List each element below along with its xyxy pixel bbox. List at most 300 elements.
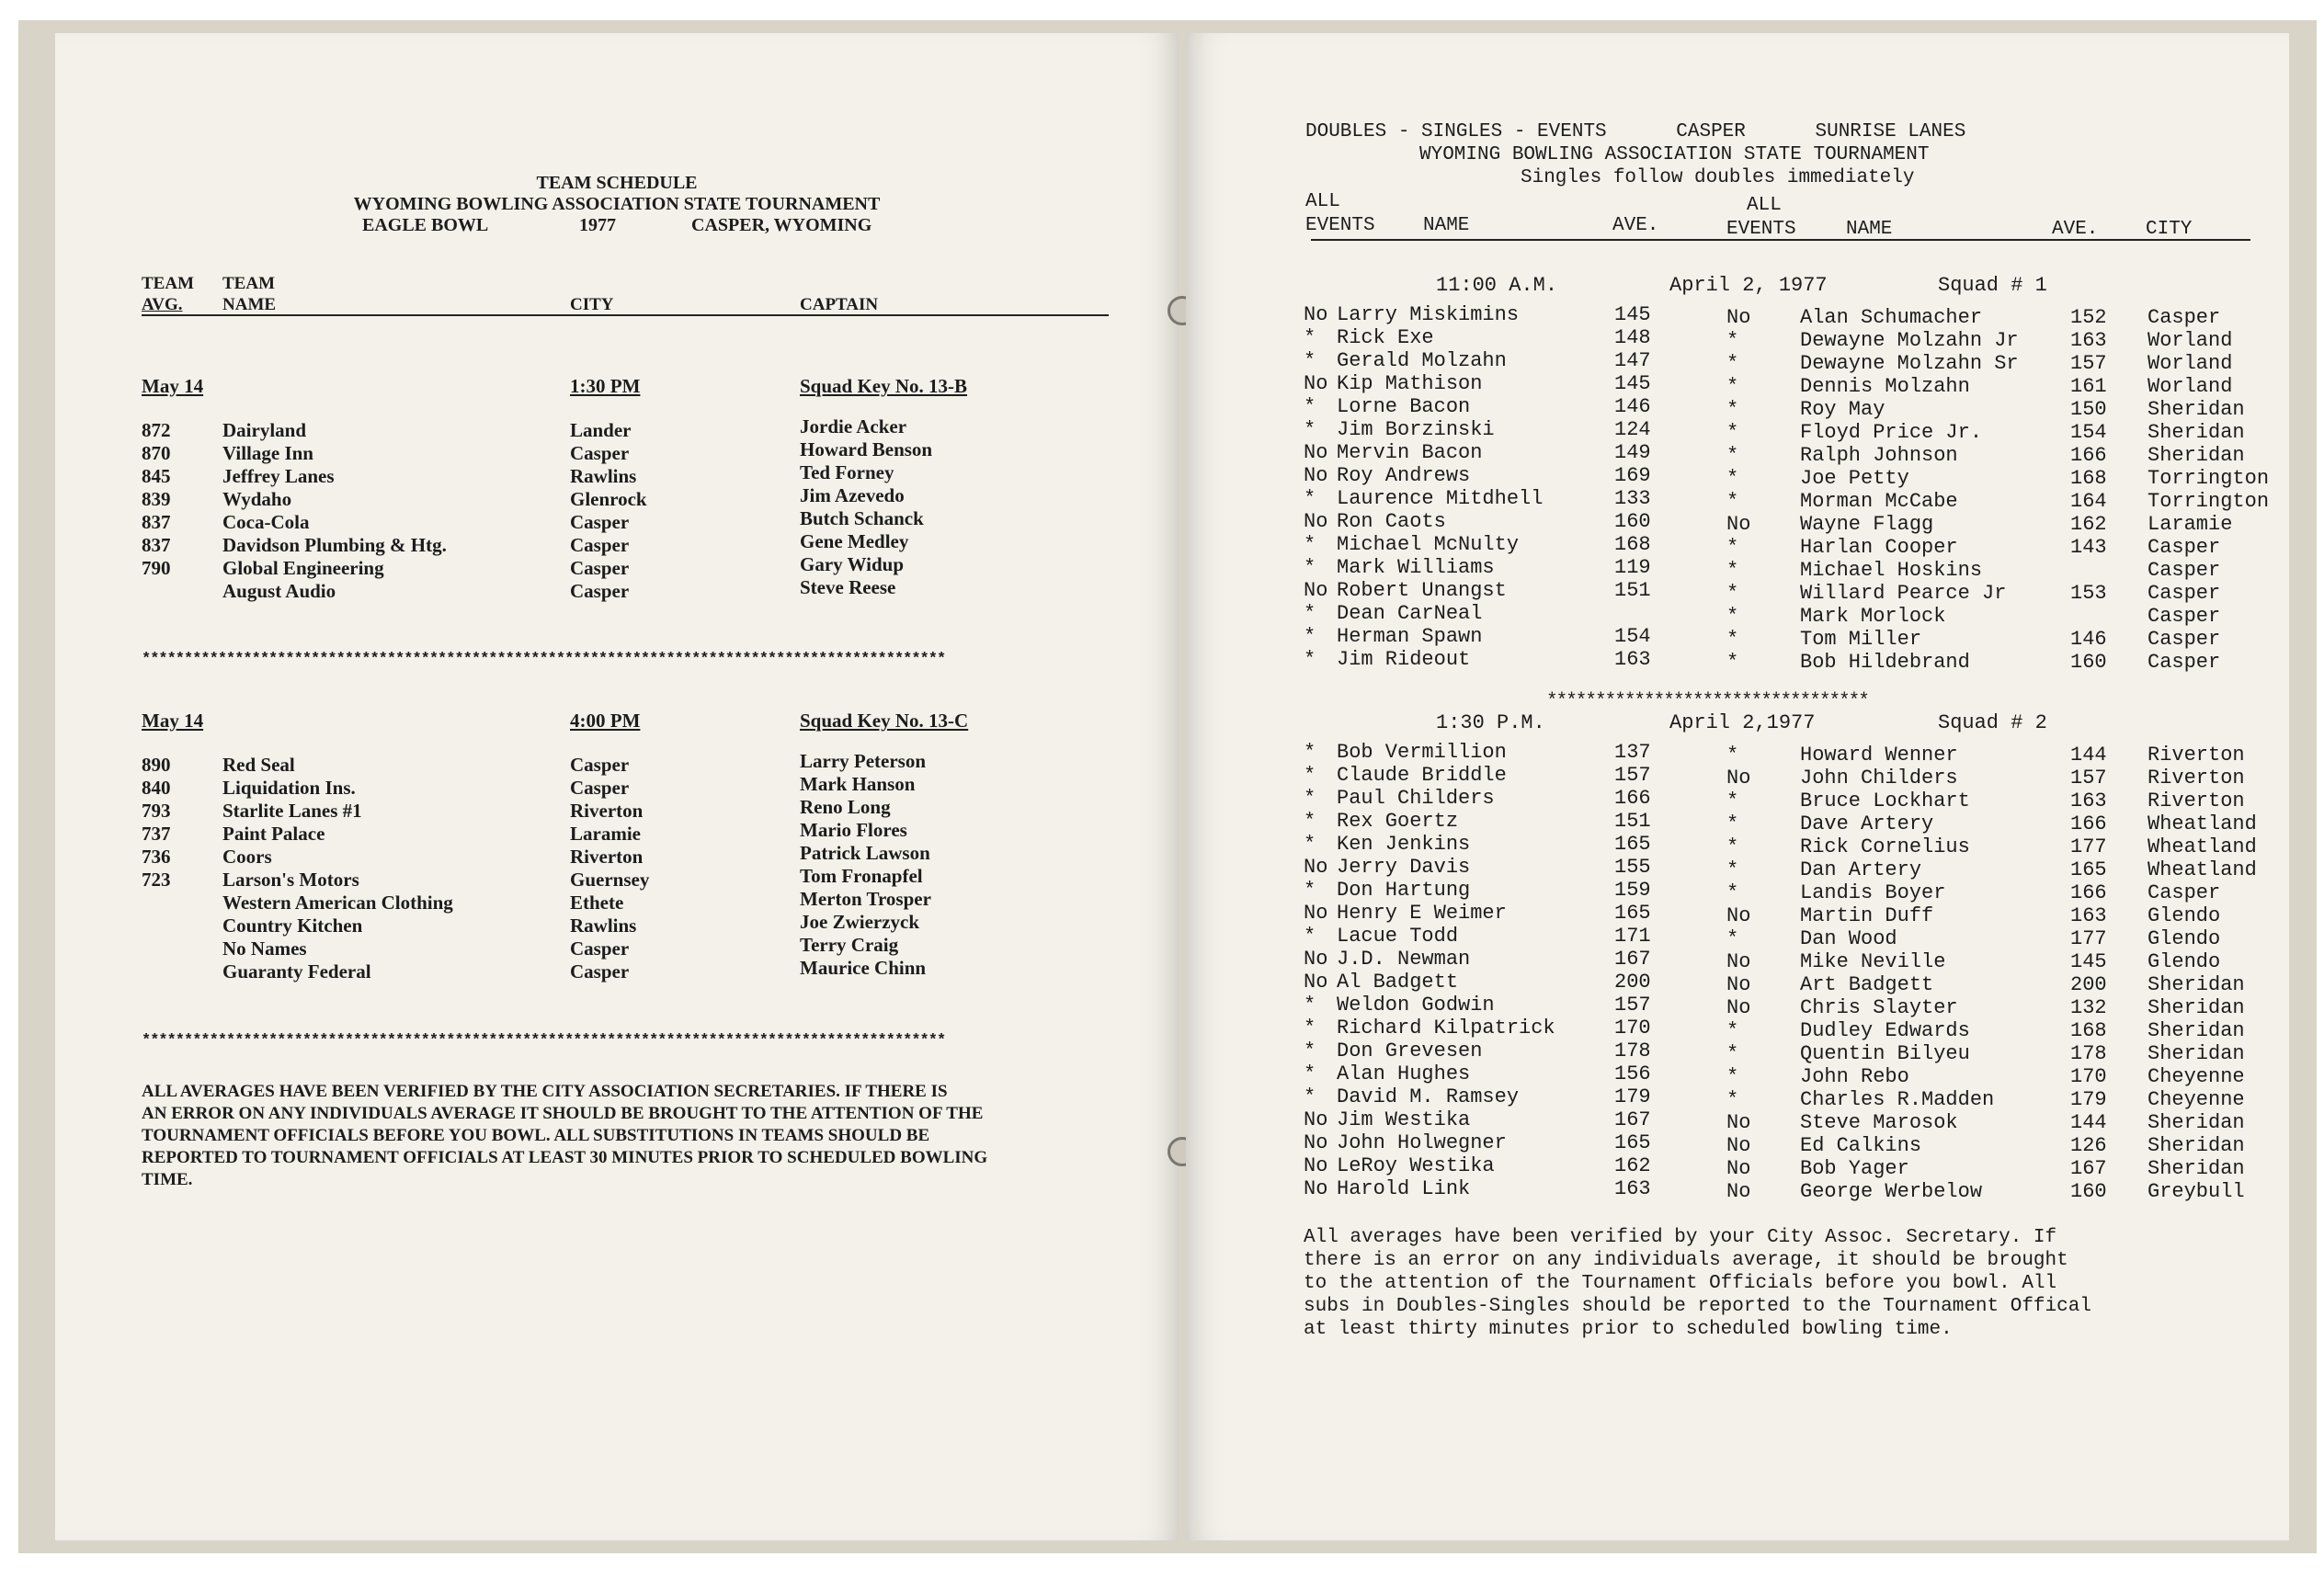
bowler-name: Don Grevesen [1337, 1039, 1483, 1062]
bowler-name-2: Quentin Bilyeu [1800, 1042, 1970, 1065]
bowler-ave: 166 [1614, 787, 1651, 810]
bowler-ave-2: 143 [2070, 536, 2107, 559]
events-flag: * [1304, 1085, 1316, 1108]
bowler-name-2: Mike Neville [1800, 950, 1946, 973]
team-name: Guaranty Federal [222, 960, 371, 983]
rnote-line-4: subs in Doubles-Singles should be reported to the Tournament Offical [1304, 1296, 2091, 1317]
sub-place: EAGLE BOWL [362, 215, 489, 235]
bowler-ave: 178 [1614, 1039, 1651, 1062]
team-name: August Audio [222, 580, 336, 602]
team-name: Village Inn [222, 442, 313, 464]
bowler-ave: 147 [1614, 349, 1651, 372]
team-captain: Terry Craig [800, 934, 899, 956]
events-flag: No [1304, 1108, 1328, 1131]
bowler-name: Larry Miskimins [1337, 303, 1520, 326]
team-city: Casper [570, 511, 630, 533]
rnote-line-1: All averages have been verified by your City Assoc. Secretary. If [1304, 1227, 2057, 1248]
events-flag: * [1304, 1062, 1316, 1085]
events-flag-2: * [1726, 835, 1739, 858]
col-ave: AVE. [1612, 215, 1659, 236]
team-name: No Names [222, 937, 307, 960]
bowler-city: Glendo [2147, 927, 2221, 950]
events-flag-2: No [1726, 513, 1751, 536]
bowler-ave: 159 [1614, 879, 1651, 902]
bowler-city: Riverton [2147, 790, 2245, 812]
bowler-city: Casper [2147, 536, 2221, 559]
team-avg: 737 [142, 823, 171, 845]
events-flag: No [1304, 1177, 1328, 1200]
bowler-ave-2: 126 [2070, 1134, 2107, 1157]
col-captain: CAPTAIN [800, 295, 879, 314]
team-name: Jeffrey Lanes [222, 465, 335, 487]
bowler-ave: 167 [1614, 948, 1651, 971]
section-squad-key: Squad Key No. 13-B [800, 375, 968, 397]
bowler-ave: 165 [1614, 902, 1651, 925]
team-avg: 840 [142, 777, 171, 799]
bowler-name-2: Howard Wenner [1800, 744, 1958, 767]
team-name: Coca-Cola [222, 511, 310, 533]
events-flag: * [1304, 418, 1316, 441]
team-captain: Ted Forney [800, 461, 894, 483]
events-flag: No [1304, 579, 1328, 602]
bowler-ave: 151 [1614, 579, 1651, 602]
bowler-ave: 179 [1614, 1085, 1651, 1108]
bowler-name: Rick Exe [1337, 326, 1434, 349]
events-flag-2: No [1726, 767, 1751, 790]
bowler-name: Bob Vermillion [1337, 741, 1507, 764]
events-flag-2: * [1726, 329, 1739, 352]
note-line-1: ALL AVERAGES HAVE BEEN VERIFIED BY THE CITY ASSOCIATION SECRETARIES. IF THERE IS [142, 1082, 948, 1101]
bowler-name-2: Bob Yager [1800, 1157, 1909, 1180]
team-avg: 870 [142, 442, 171, 464]
events-flag: * [1304, 810, 1316, 833]
section-date: May 14 [142, 710, 204, 732]
bowler-city: Casper [2147, 582, 2221, 605]
events-flag: No [1304, 441, 1328, 464]
events-flag-2: * [1726, 744, 1739, 767]
events-flag-2: * [1726, 559, 1739, 582]
bowler-ave-2: 163 [2070, 904, 2107, 927]
events-flag: No [1304, 303, 1328, 326]
bowler-name-2: Harlan Cooper [1800, 536, 1958, 559]
team-city: Casper [570, 557, 630, 579]
events-flag: * [1304, 395, 1316, 418]
events-flag-2: * [1726, 582, 1739, 605]
events-flag: No [1304, 948, 1328, 971]
bowler-ave: 151 [1614, 810, 1651, 833]
squad-time: 11:00 A.M. [1436, 274, 1558, 297]
bowler-name-2: John Rebo [1800, 1065, 1909, 1088]
bowler-name-2: Roy May [1800, 398, 1885, 421]
events-flag-2: * [1726, 1042, 1739, 1065]
bowler-city: Sheridan [2147, 444, 2245, 467]
team-avg: 723 [142, 869, 171, 891]
events-flag: * [1304, 326, 1316, 349]
team-captain: Steve Reese [800, 576, 896, 598]
bowler-ave-2: 200 [2070, 973, 2107, 996]
bowler-city: Wheatland [2147, 835, 2257, 858]
bowler-ave: 168 [1614, 533, 1651, 556]
events-flag-2: * [1726, 1019, 1739, 1042]
team-avg: 872 [142, 419, 171, 441]
bowler-city: Casper [2147, 559, 2221, 582]
sub-year: 1977 [579, 215, 616, 235]
events-flag: * [1304, 764, 1316, 787]
events-flag-2: No [1726, 1111, 1751, 1134]
bowler-city: Torrington [2147, 490, 2270, 513]
col-team-avg-1: TEAM [142, 274, 194, 293]
col-team-avg-2: AVG. [142, 295, 183, 314]
bowler-name: David M. Ramsey [1337, 1085, 1520, 1108]
col-city: CITY [570, 295, 614, 314]
team-city: Riverton [570, 800, 644, 822]
bowler-name-2: Alan Schumacher [1800, 306, 1983, 329]
events-flag-2: * [1726, 881, 1739, 904]
team-avg: 845 [142, 465, 171, 487]
team-name: Dairyland [222, 419, 307, 441]
bowler-name: Richard Kilpatrick [1337, 1017, 1555, 1039]
bowler-name: Ron Caots [1337, 510, 1446, 533]
bowler-city: Greybull [2147, 1180, 2245, 1203]
col-events: EVENTS [1305, 215, 1375, 236]
events-flag: * [1304, 787, 1316, 810]
right-page [1186, 33, 2289, 1540]
rnote-line-3: to the attention of the Tournament Officials before you bowl. All [1304, 1273, 2057, 1294]
team-name: Global Engineering [222, 557, 384, 579]
bowler-ave: 160 [1614, 510, 1651, 533]
events-flag-2: * [1726, 858, 1739, 881]
bowler-ave-2: 145 [2070, 950, 2107, 973]
bowler-name-2: Dan Artery [1800, 858, 1922, 881]
bowler-name-2: Michael Hoskins [1800, 559, 1983, 582]
bowler-name: Jim Rideout [1337, 648, 1471, 671]
right-head-2: WYOMING BOWLING ASSOCIATION STATE TOURNAMENT [1419, 144, 1930, 165]
bowler-city: Cheyenne [2147, 1088, 2245, 1111]
events-flag: * [1304, 741, 1316, 764]
team-name: Liquidation Ins. [222, 777, 356, 799]
team-captain: Larry Peterson [800, 750, 927, 772]
events-flag-2: * [1726, 605, 1739, 628]
bowler-name-2: Joe Petty [1800, 467, 1909, 490]
bowler-ave: 157 [1614, 994, 1651, 1017]
bowler-ave: 169 [1614, 464, 1651, 487]
bowler-name-2: Dudley Edwards [1800, 1019, 1970, 1042]
bowler-ave-2: 161 [2070, 375, 2107, 398]
col-name: NAME [1423, 215, 1470, 236]
bowler-name: Jim Westika [1337, 1108, 1471, 1131]
events-flag: * [1304, 925, 1316, 948]
events-flag: * [1304, 879, 1316, 902]
events-flag-2: * [1726, 1065, 1739, 1088]
bowler-city: Worland [2147, 329, 2233, 352]
team-avg: 837 [142, 511, 171, 533]
bowler-name-2: Dan Wood [1800, 927, 1897, 950]
bowler-name-2: Dewayne Molzahn Jr [1800, 329, 2019, 352]
bowler-name: LeRoy Westika [1337, 1154, 1495, 1177]
bowler-city: Casper [2147, 306, 2221, 329]
team-name: Red Seal [222, 754, 295, 776]
team-city: Casper [570, 442, 630, 464]
section-squad-key: Squad Key No. 13-C [800, 710, 969, 732]
bowler-name: Michael McNulty [1337, 533, 1520, 556]
col-all-2: ALL [1747, 195, 1782, 216]
bowler-city: Worland [2147, 352, 2233, 375]
bowler-city: Sheridan [2147, 1134, 2245, 1157]
bowler-city: Torrington [2147, 467, 2270, 490]
bowler-ave-2: 166 [2070, 881, 2107, 904]
bowler-ave-2: 165 [2070, 858, 2107, 881]
bowler-ave-2: 177 [2070, 927, 2107, 950]
events-flag: * [1304, 625, 1316, 648]
events-flag-2: No [1726, 950, 1751, 973]
events-flag: * [1304, 487, 1316, 510]
bowler-name-2: Ralph Johnson [1800, 444, 1958, 467]
bowler-name-2: Willard Pearce Jr [1800, 582, 2007, 605]
bowler-name-2: Bob Hildebrand [1800, 651, 1970, 674]
team-city: Casper [570, 960, 630, 983]
bowler-ave: 156 [1614, 1062, 1651, 1085]
bowler-name-2: Morman McCabe [1800, 490, 1958, 513]
bowler-ave: 154 [1614, 625, 1651, 648]
team-city: Casper [570, 777, 630, 799]
bowler-ave-2: 152 [2070, 306, 2107, 329]
bowler-name-2: Chris Slayter [1800, 996, 1958, 1019]
bowler-ave: 149 [1614, 441, 1651, 464]
events-flag: No [1304, 1154, 1328, 1177]
squad-date: April 2, 1977 [1669, 274, 1828, 297]
bowler-ave-2: 163 [2070, 329, 2107, 352]
team-name: Western American Clothing [222, 892, 453, 914]
events-flag-2: * [1726, 375, 1739, 398]
bowler-ave: 157 [1614, 764, 1651, 787]
col-city: CITY [2146, 219, 2193, 240]
team-avg: 837 [142, 534, 171, 556]
open-booklet [18, 20, 2317, 1553]
team-captain: Reno Long [800, 796, 891, 818]
right-header-rule [1311, 239, 2250, 241]
bowler-name-2: Art Badgett [1800, 973, 1934, 996]
bowler-name: Mark Williams [1337, 556, 1495, 579]
team-name: Wydaho [222, 488, 292, 510]
stars-divider-2: *********************************************************************************************** [142, 1032, 946, 1050]
bowler-city: Riverton [2147, 744, 2245, 767]
bowler-ave-2: 168 [2070, 467, 2107, 490]
team-captain: Jordie Acker [800, 415, 907, 437]
bowler-ave-2: 179 [2070, 1088, 2107, 1111]
bowler-city: Wheatland [2147, 812, 2257, 835]
team-captain: Patrick Lawson [800, 842, 930, 864]
bowler-ave: 119 [1614, 556, 1651, 579]
bowler-ave-2: 178 [2070, 1042, 2107, 1065]
events-flag-2: No [1726, 1134, 1751, 1157]
team-captain: Gene Medley [800, 530, 909, 552]
bowler-ave-2: 132 [2070, 996, 2107, 1019]
bowler-name: Dean CarNeal [1337, 602, 1483, 625]
events-flag-2: * [1726, 790, 1739, 812]
team-city: Guernsey [570, 869, 650, 891]
title-line-1: TEAM SCHEDULE [536, 173, 698, 193]
team-city: Casper [570, 580, 630, 602]
col-all-1: ALL [1305, 191, 1340, 212]
bowler-name: Al Badgett [1337, 971, 1459, 994]
team-avg: 736 [142, 846, 171, 868]
bowler-ave-2: 157 [2070, 767, 2107, 790]
events-flag: * [1304, 1039, 1316, 1062]
team-captain: Mark Hanson [800, 773, 916, 795]
team-avg: 890 [142, 754, 171, 776]
bowler-name-2: Dave Artery [1800, 812, 1934, 835]
sub-city: CASPER, WYOMING [691, 215, 872, 235]
team-captain: Jim Azevedo [800, 484, 905, 506]
bowler-name-2: Ed Calkins [1800, 1134, 1922, 1157]
bowler-city: Casper [2147, 651, 2221, 674]
team-city: Riverton [570, 846, 644, 868]
bowler-ave-2: 157 [2070, 352, 2107, 375]
events-flag: * [1304, 533, 1316, 556]
team-city: Ethete [570, 892, 624, 914]
bowler-name: Roy Andrews [1337, 464, 1471, 487]
bowler-name: Mervin Bacon [1337, 441, 1483, 464]
events-flag-2: * [1726, 398, 1739, 421]
title-line-2: WYOMING BOWLING ASSOCIATION STATE TOURNAMENT [353, 194, 881, 214]
bowler-city: Sheridan [2147, 996, 2245, 1019]
events-flag: No [1304, 510, 1328, 533]
section-time: 4:00 PM [570, 710, 641, 732]
bowler-name-2: Rick Cornelius [1800, 835, 1970, 858]
events-flag: No [1304, 902, 1328, 925]
bowler-name: Laurence Mitdhell [1337, 487, 1544, 510]
events-flag: * [1304, 556, 1316, 579]
team-name: Country Kitchen [222, 914, 363, 937]
bowler-name: Henry E Weimer [1337, 902, 1507, 925]
header-rule [142, 314, 1109, 316]
events-flag: * [1304, 1017, 1316, 1039]
squad-number: Squad # 2 [1938, 711, 2047, 734]
bowler-ave: 162 [1614, 1154, 1651, 1177]
bowler-name: Jerry Davis [1337, 856, 1471, 879]
team-city: Glenrock [570, 488, 647, 510]
bowler-ave-2: 144 [2070, 744, 2107, 767]
bowler-ave-2: 160 [2070, 651, 2107, 674]
bowler-name: Robert Unangst [1337, 579, 1507, 602]
bowler-city: Riverton [2147, 767, 2245, 790]
bowler-city: Casper [2147, 628, 2221, 651]
bowler-city: Glendo [2147, 950, 2221, 973]
bowler-ave: 155 [1614, 856, 1651, 879]
left-title [55, 173, 1179, 215]
bowler-ave: 148 [1614, 326, 1651, 349]
events-flag-2: * [1726, 1088, 1739, 1111]
bowler-ave-2: 167 [2070, 1157, 2107, 1180]
bowler-ave-2: 150 [2070, 398, 2107, 421]
bowler-ave: 171 [1614, 925, 1651, 948]
bowler-ave-2: 166 [2070, 812, 2107, 835]
team-captain: Mario Flores [800, 819, 907, 841]
bowler-name-2: Dewayne Molzahn Sr [1800, 352, 2019, 375]
section-time: 1:30 PM [570, 375, 641, 397]
bowler-name: Ken Jenkins [1337, 833, 1471, 856]
bowler-name: Lacue Todd [1337, 925, 1459, 948]
bowler-city: Worland [2147, 375, 2233, 398]
bowler-ave-2: 146 [2070, 628, 2107, 651]
bowler-city: Cheyenne [2147, 1065, 2245, 1088]
bowler-name-2: Mark Morlock [1800, 605, 1946, 628]
bowler-city: Wheatland [2147, 858, 2257, 881]
bowler-name-2: Floyd Price Jr. [1800, 421, 1983, 444]
events-flag: * [1304, 648, 1316, 671]
bowler-city: Laramie [2147, 513, 2233, 536]
rnote-line-2: there is an error on any individuals average, it should be brought [1304, 1250, 2068, 1271]
col-events-2: EVENTS [1726, 219, 1796, 240]
bowler-name-2: Steve Marosok [1800, 1111, 1958, 1134]
events-flag-2: * [1726, 467, 1739, 490]
events-flag-2: * [1726, 628, 1739, 651]
bowler-ave: 146 [1614, 395, 1651, 418]
team-name: Larson's Motors [222, 869, 359, 891]
bowler-ave: 145 [1614, 372, 1651, 395]
events-flag-2: No [1726, 973, 1751, 996]
events-flag: * [1304, 349, 1316, 372]
events-flag-2: * [1726, 444, 1739, 467]
bowler-city: Sheridan [2147, 421, 2245, 444]
right-stars: ********************************* [1546, 691, 1868, 712]
team-city: Rawlins [570, 914, 637, 937]
events-flag: No [1304, 372, 1328, 395]
bowler-name: Kip Mathison [1337, 372, 1483, 395]
bowler-name: Herman Spawn [1337, 625, 1483, 648]
bowler-name: Weldon Godwin [1337, 994, 1495, 1017]
left-note [142, 1081, 1112, 1191]
stars-divider-1: *********************************************************************************************** [142, 651, 946, 668]
team-avg: 790 [142, 557, 171, 579]
bowler-city: Casper [2147, 881, 2221, 904]
bowler-ave-2: 168 [2070, 1019, 2107, 1042]
bowler-city: Sheridan [2147, 973, 2245, 996]
events-flag-2: No [1726, 1157, 1751, 1180]
bowler-name-2: Bruce Lockhart [1800, 790, 1970, 812]
left-page [55, 33, 1179, 1540]
events-flag: * [1304, 602, 1316, 625]
team-captain: Gary Widup [800, 553, 905, 575]
bowler-name: J.D. Newman [1337, 948, 1471, 971]
team-city: Rawlins [570, 465, 637, 487]
bowler-name: Jim Borzinski [1337, 418, 1495, 441]
team-name: Davidson Plumbing & Htg. [222, 534, 447, 556]
bowler-city: Glendo [2147, 904, 2221, 927]
bowler-ave-2: 163 [2070, 790, 2107, 812]
events-flag: No [1304, 1131, 1328, 1154]
team-captain: Butch Schanck [800, 507, 924, 529]
team-captain: Maurice Chinn [800, 957, 927, 979]
team-captain: Joe Zwierzyck [800, 911, 920, 933]
bowler-name-2: George Werbelow [1800, 1180, 1983, 1203]
bowler-city: Sheridan [2147, 1157, 2245, 1180]
rnote-line-5: at least thirty minutes prior to scheduled bowling time. [1304, 1319, 1953, 1340]
events-flag: No [1304, 971, 1328, 994]
bowler-name: Harold Link [1337, 1177, 1471, 1200]
bowler-name: Don Hartung [1337, 879, 1471, 902]
col-team-name-1: TEAM [222, 274, 275, 293]
bowler-name: Paul Childers [1337, 787, 1495, 810]
events-flag-2: * [1726, 352, 1739, 375]
bowler-name-2: John Childers [1800, 767, 1958, 790]
team-city: Casper [570, 754, 630, 776]
note-line-2: AN ERROR ON ANY INDIVIDUALS AVERAGE IT SHOULD BE BROUGHT TO THE ATTENTION OF THE [142, 1104, 984, 1123]
bowler-name: Lorne Bacon [1337, 395, 1471, 418]
team-city: Casper [570, 534, 630, 556]
right-head-1: DOUBLES - SINGLES - EVENTS CASPER SUNRISE LANES [1305, 121, 1966, 142]
bowler-ave-2: 177 [2070, 835, 2107, 858]
